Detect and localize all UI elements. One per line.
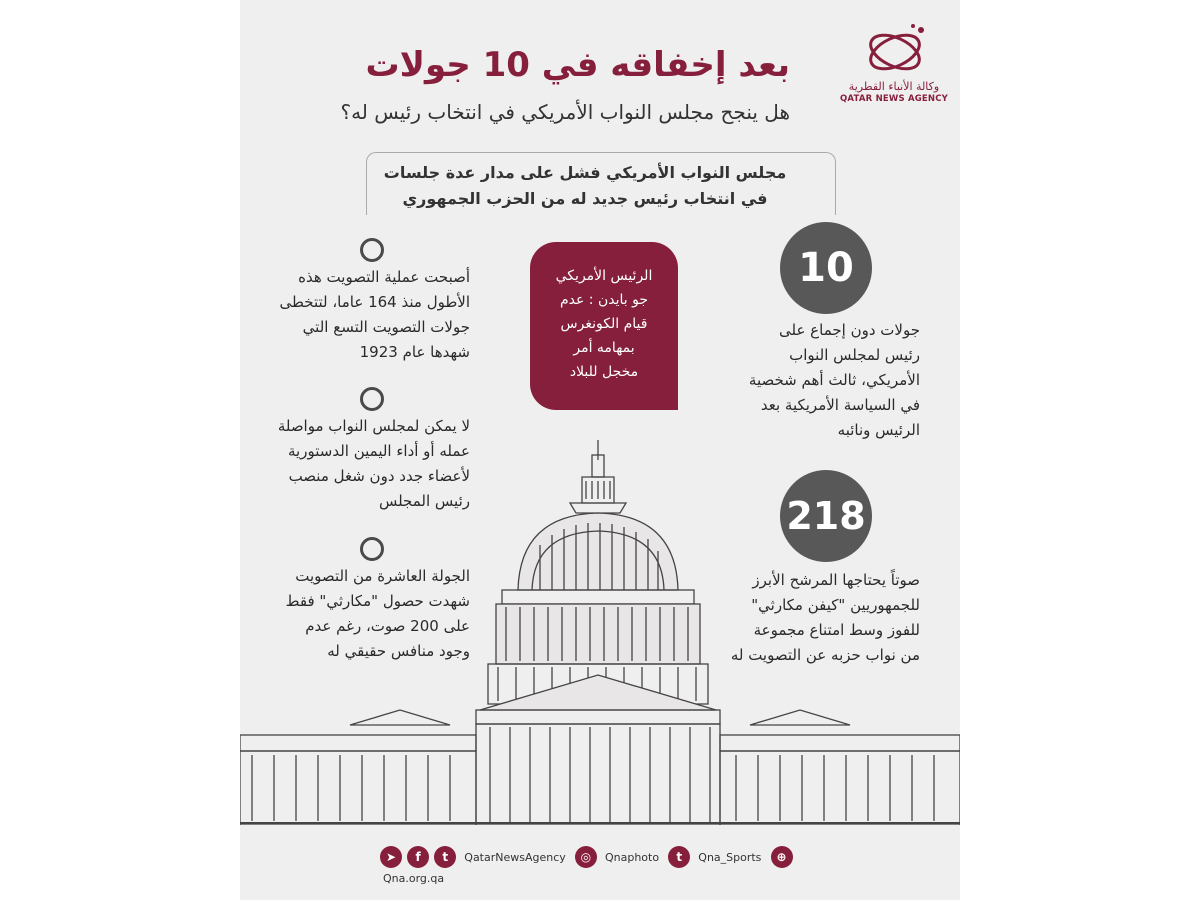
logo-name-arabic: وكالة الأنباء القطرية: [848, 80, 940, 93]
bullet-line: جولات التصويت التسع التي: [302, 318, 470, 336]
logo-name-english: QATAR NEWS AGENCY: [840, 94, 949, 104]
stat-line: للجمهوريين "كيفن مكارثي": [751, 596, 920, 614]
bullet-ring-icon: [360, 387, 384, 411]
bullet-line: الجولة العاشرة من التصويت: [295, 567, 470, 585]
facebook-icon[interactable]: f: [407, 846, 429, 868]
quote-line: بمهامه أمر: [573, 340, 635, 356]
bullet-ring-icon: [360, 238, 384, 262]
quote-line: الرئيس الأمريكي: [555, 268, 653, 284]
stat-line: صوتاً يحتاجها المرشح الأبرز: [752, 571, 920, 589]
stat-circle-218: 218: [780, 470, 872, 562]
quote-line: مخجل للبلاد: [569, 364, 639, 380]
sports-handle[interactable]: Qna_Sports: [698, 850, 762, 864]
stat-line: من نواب حزبه عن التصويت له: [730, 646, 920, 664]
page-subtitle: هل ينجح مجلس النواب الأمريكي في انتخاب رئيس له؟: [340, 100, 790, 124]
agency-handle[interactable]: QatarNewsAgency: [464, 850, 566, 864]
stat-circle-10: 10: [780, 222, 872, 314]
bullet-line: أصبحت عملية التصويت هذه: [298, 268, 470, 286]
capitol-building-illustration: [240, 435, 960, 825]
bullet-line: شهدها عام 1923: [359, 343, 470, 361]
stat-line: الأمريكي، ثالث أهم شخصية: [748, 371, 920, 389]
stat-line: رئيس لمجلس النواب: [789, 346, 920, 364]
page-title: بعد إخفاقه في 10 جولات: [365, 45, 790, 85]
stat-line: في السياسة الأمريكية بعد: [760, 396, 920, 414]
bullet-line: لا يمكن لمجلس النواب مواصلة: [277, 417, 470, 435]
quote-line: جو بايدن : عدم: [559, 292, 648, 308]
bullet-line: شهدت حصول "مكارثي" فقط: [285, 592, 470, 610]
bullet-line: رئيس المجلس: [378, 492, 470, 510]
biden-quote-box: [530, 242, 678, 410]
banner-text: [370, 160, 800, 212]
bullet-line: لأعضاء جدد دون شغل منصب: [288, 467, 470, 485]
stat-line: للفوز وسط امتناع مجموعة: [753, 621, 920, 639]
twitter-icon[interactable]: t: [434, 846, 456, 868]
stat-line: الرئيس ونائبه: [837, 421, 920, 439]
social-footer: [380, 846, 820, 885]
bullet-line: عمله أو أداء اليمين الدستورية: [288, 442, 470, 460]
telegram-icon[interactable]: ➤: [380, 846, 402, 868]
infographic-canvas: [240, 0, 960, 900]
stat-line: جولات دون إجماع على: [779, 321, 920, 339]
instagram-icon[interactable]: ◎: [575, 846, 597, 868]
globe-icon[interactable]: ⊕: [771, 846, 793, 868]
bullet-line: الأطول منذ 164 عاما، لتتخطى: [279, 293, 470, 311]
twitter-sports-icon[interactable]: t: [668, 846, 690, 868]
bullet-item-1: [250, 265, 470, 365]
website-link[interactable]: Qna.org.qa: [383, 872, 445, 885]
photo-handle[interactable]: Qnaphoto: [604, 850, 660, 864]
quote-line: قيام الكونغرس: [560, 316, 648, 332]
bullet-line: وجود منافس حقيقي له: [327, 642, 470, 660]
bullet-line: على 200 صوت، رغم عدم: [305, 617, 470, 635]
stat-description-10: [710, 318, 920, 443]
banner-line-2: في انتخاب رئيس جديد له من الحزب الجمهوري: [402, 189, 768, 208]
banner-line-1: مجلس النواب الأمريكي فشل على مدار عدة جلسات: [383, 163, 787, 182]
